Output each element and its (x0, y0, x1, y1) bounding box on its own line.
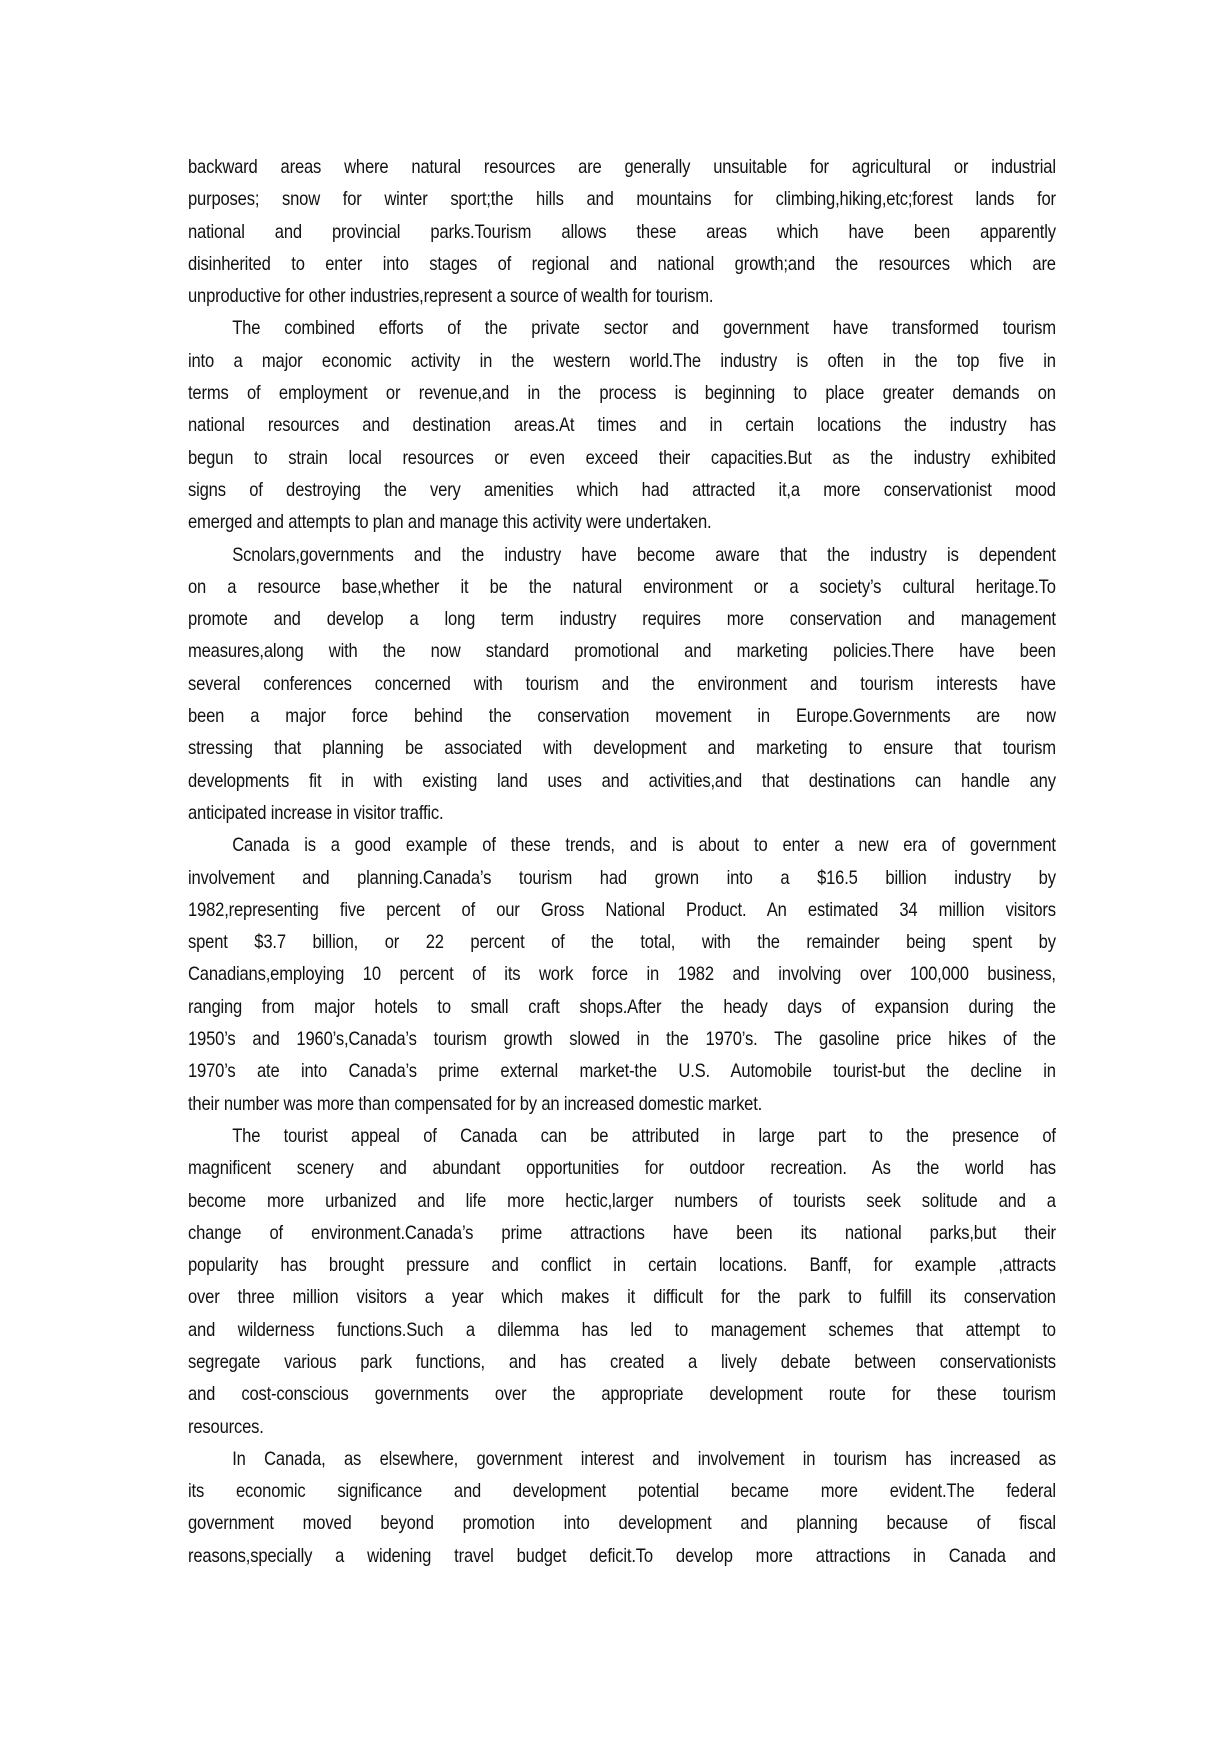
paragraph (188, 1443, 1056, 1572)
text-line: segregate various park functions, and has created a lively debate between conservationists (188, 1350, 1056, 1373)
paragraph (188, 151, 1056, 312)
text-line: and wilderness functions.Such a dilemma has led to management schemes that attempt to (188, 1318, 1056, 1341)
text-line: been a major force behind the conservation movement in Europe.Governments are now (188, 705, 1056, 728)
text-line: 1970’s ate into Canada’s prime external market-the U.S. Automobile tourist-but the decline in (188, 1060, 1056, 1083)
text-line: The combined efforts of the private sector and government have transformed tourism (232, 317, 1056, 340)
text-line: their number was more than compensated for by an increased domestic market. (188, 1092, 763, 1115)
text-line: 1950’s and 1960’s,Canada’s tourism growth slowed in the 1970’s. The gasoline price hikes of the (188, 1028, 1056, 1051)
text-line: Scnolars,governments and the industry have become aware that the industry is dependent (232, 543, 1056, 566)
text-line: reasons,specially a widening travel budget deficit.To develop more attractions in Canada and (188, 1544, 1056, 1567)
text-line: purposes; snow for winter sport;the hills and mountains for climbing,hiking,etc;forest lands for (188, 188, 1056, 211)
text-line: In Canada, as elsewhere, government interest and involvement in tourism has increased as (232, 1447, 1056, 1470)
document-body (188, 151, 1056, 1572)
text-line: national resources and destination areas.At times and in certain locations the industry has (188, 414, 1056, 437)
text-line: into a major economic activity in the western world.The industry is often in the top five in (188, 349, 1056, 372)
text-line: Canada is a good example of these trends, and is about to enter a new era of government (232, 834, 1056, 857)
text-line: developments fit in with existing land uses and activities,and that destinations can handle any (188, 769, 1056, 792)
text-line: terms of employment or revenue,and in the process is beginning to place greater demands on (188, 382, 1056, 405)
text-line: national and provincial parks.Tourism allows these areas which have been apparently (188, 220, 1056, 243)
text-line: magnificent scenery and abundant opportunities for outdoor recreation. As the world has (188, 1157, 1056, 1180)
paragraph (188, 539, 1056, 830)
text-line: begun to strain local resources or even exceed their capacities.But as the industry exhibited (188, 446, 1056, 469)
paragraph (188, 829, 1056, 1120)
text-line: 1982,representing five percent of our Gross National Product. An estimated 34 million visitors (188, 898, 1056, 921)
text-line: several conferences concerned with tourism and the environment and tourism interests have (188, 672, 1056, 695)
text-line: unproductive for other industries,represent a source of wealth for tourism. (188, 285, 714, 308)
text-line: popularity has brought pressure and conflict in certain locations. Banff, for example ,attracts (188, 1254, 1056, 1277)
text-line: involvement and planning.Canada’s tourism had grown into a $16.5 billion industry by (188, 866, 1056, 889)
text-line: promote and develop a long term industry requires more conservation and management (188, 608, 1056, 631)
text-line: signs of destroying the very amenities which had attracted it,a more conservationist mood (188, 478, 1056, 501)
text-line: stressing that planning be associated with development and marketing to ensure that tourism (188, 737, 1056, 760)
text-line: emerged and attempts to plan and manage this activity were undertaken. (188, 511, 712, 534)
text-line: over three million visitors a year which makes it difficult for the park to fulfill its conservation (188, 1286, 1056, 1309)
text-line: become more urbanized and life more hectic,larger numbers of tourists seek solitude and a (188, 1189, 1056, 1212)
text-line: disinherited to enter into stages of regional and national growth;and the resources which are (188, 252, 1056, 275)
text-line: spent $3.7 billion, or 22 percent of the total, with the remainder being spent by (188, 931, 1056, 954)
text-line: backward areas where natural resources are generally unsuitable for agricultural or industrial (188, 156, 1056, 178)
paragraph (188, 1120, 1056, 1443)
text-line: ranging from major hotels to small craft shops.After the heady days of expansion during the (188, 995, 1056, 1018)
text-line: change of environment.Canada’s prime attractions have been its national parks,but their (188, 1221, 1056, 1244)
text-line: on a resource base,whether it be the natural environment or a society’s cultural heritage.To (188, 575, 1056, 598)
text-line: its economic significance and development potential became more evident.The federal (188, 1480, 1056, 1503)
text-line: and cost-conscious governments over the appropriate development route for these tourism (188, 1383, 1056, 1406)
paragraph (188, 312, 1056, 538)
text-line: measures,along with the now standard promotional and marketing policies.There have been (188, 640, 1056, 663)
text-line: anticipated increase in visitor traffic. (188, 801, 444, 824)
text-line: The tourist appeal of Canada can be attributed in large part to the presence of (232, 1124, 1056, 1147)
text-line: government moved beyond promotion into development and planning because of fiscal (188, 1512, 1056, 1535)
text-line: Canadians,employing 10 percent of its work force in 1982 and involving over 100,000 business, (188, 963, 1056, 986)
text-line: resources. (188, 1415, 264, 1438)
